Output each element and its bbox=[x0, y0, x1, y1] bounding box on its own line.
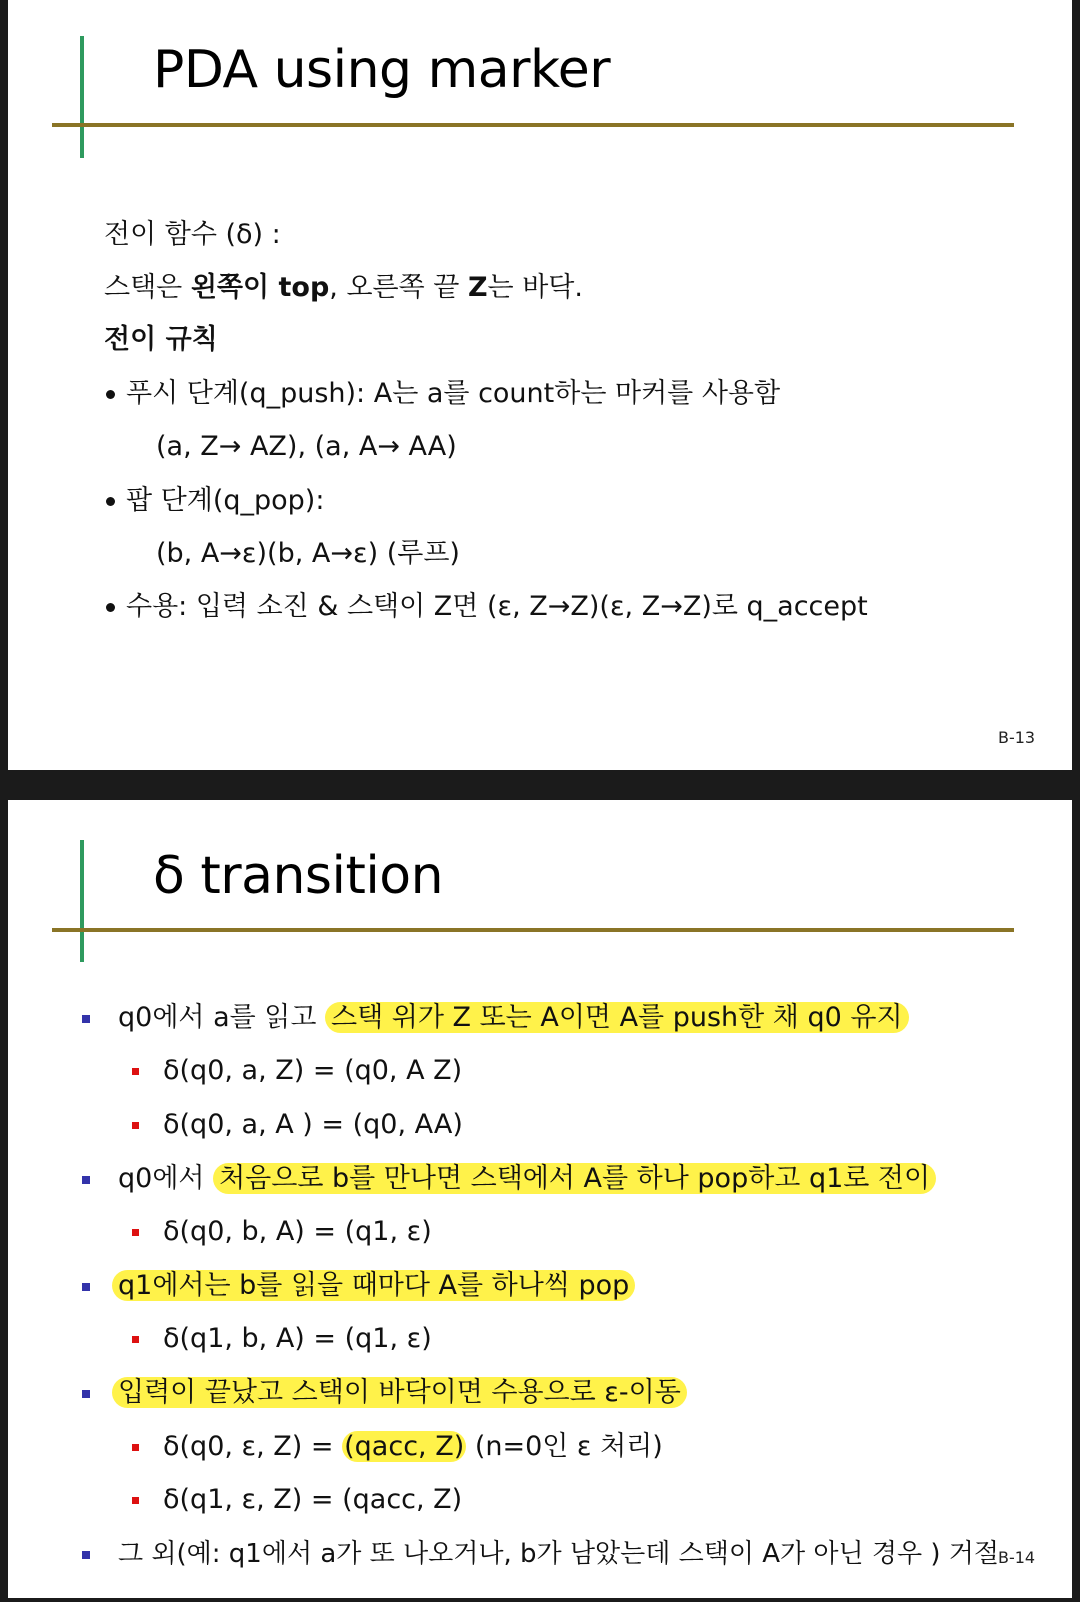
sub-bullet-square bbox=[132, 1444, 139, 1451]
sub-bullet-square bbox=[132, 1497, 139, 1504]
highlight: (qacc, Z) bbox=[344, 1431, 465, 1462]
transition-q0-eps-z: δ(q0, ε, Z) = (qacc, Z) (n=0인 ε 처리) bbox=[163, 1431, 663, 1462]
sub-bullet-square bbox=[132, 1336, 139, 1343]
transition-q0-a-z: δ(q0, a, Z) = (q0, A Z) bbox=[163, 1055, 463, 1086]
transition-function-heading: 전이 함수 (δ) : bbox=[104, 219, 281, 250]
transition-q1-b-a: δ(q1, b, A) = (q1, ε) bbox=[163, 1323, 432, 1354]
page-number: B-14 bbox=[998, 1548, 1036, 1567]
bullet-dot bbox=[106, 603, 115, 612]
title-accent-vertical-bar bbox=[80, 36, 84, 158]
bullet-dot bbox=[106, 390, 115, 399]
sub-bullet-square bbox=[132, 1068, 139, 1075]
bullet-q0-read-a: q0에서 a를 읽고 스택 위가 Z 또는 A이면 A를 push한 채 q0 유지 bbox=[118, 1000, 909, 1036]
transition-q0-b-a: δ(q0, b, A) = (q1, ε) bbox=[163, 1216, 432, 1247]
slide-b14 bbox=[8, 800, 1072, 1598]
title-underline bbox=[52, 123, 1014, 127]
title-underline bbox=[52, 928, 1014, 932]
slide-title: δ transition bbox=[153, 846, 444, 906]
highlight: 스택 위가 Z 또는 A이면 A를 push한 채 q0 유지 bbox=[325, 1002, 909, 1033]
pop-rule-detail: (b, A→ε)(b, A→ε) (루프) bbox=[156, 538, 460, 569]
slide-b13 bbox=[8, 0, 1072, 770]
bullet-square bbox=[82, 1390, 90, 1398]
highlight: 처음으로 b를 만나면 스택에서 A를 하나 pop하고 q1로 전이 bbox=[213, 1163, 936, 1194]
bullet-square bbox=[82, 1283, 90, 1291]
stack-description: 스택은 왼쪽이 top, 오른쪽 끝 Z는 바닥. bbox=[104, 272, 583, 303]
pop-rule: 팝 단계(q_pop): bbox=[126, 485, 325, 516]
bullet-reject: 그 외(예: q1에서 a가 또 나오거나, b가 남았는데 스택이 A가 아닌 경우 ) 거절 bbox=[118, 1539, 1000, 1569]
rules-heading: 전이 규칙 bbox=[104, 324, 218, 355]
bullet-square bbox=[82, 1551, 90, 1559]
highlight: 입력이 끝났고 스택이 바닥이면 수용으로 ε-이동 bbox=[112, 1377, 687, 1408]
title-accent-vertical-bar bbox=[80, 840, 84, 962]
bullet-square bbox=[82, 1015, 90, 1023]
bullet-q0-first-b: q0에서 처음으로 b를 만나면 스택에서 A를 하나 pop하고 q1로 전이 bbox=[118, 1161, 936, 1197]
push-rule-detail: (a, Z→ AZ), (a, A→ AA) bbox=[156, 431, 457, 462]
sub-bullet-square bbox=[132, 1122, 139, 1129]
highlight: q1에서는 b를 읽을 때마다 A를 하나씩 pop bbox=[112, 1270, 635, 1301]
bullet-q1-pop bbox=[112, 1268, 635, 1304]
push-rule: 푸시 단계(q_push): A는 a를 count하는 마커를 사용함 bbox=[126, 378, 781, 409]
bullet-square bbox=[82, 1176, 90, 1184]
accept-rule: 수용: 입력 소진 & 스택이 Z면 (ε, Z→Z)(ε, Z→Z)로 q_accept bbox=[126, 591, 868, 622]
bullet-dot bbox=[106, 497, 115, 506]
sub-bullet-square bbox=[132, 1229, 139, 1236]
page-number: B-13 bbox=[998, 728, 1036, 747]
transition-q0-a-a: δ(q0, a, A ) = (q0, AA) bbox=[163, 1109, 463, 1140]
transition-q1-eps-z: δ(q1, ε, Z) = (qacc, Z) bbox=[163, 1484, 463, 1515]
slide-title: PDA using marker bbox=[153, 40, 611, 100]
bullet-accept-epsilon bbox=[112, 1375, 687, 1411]
